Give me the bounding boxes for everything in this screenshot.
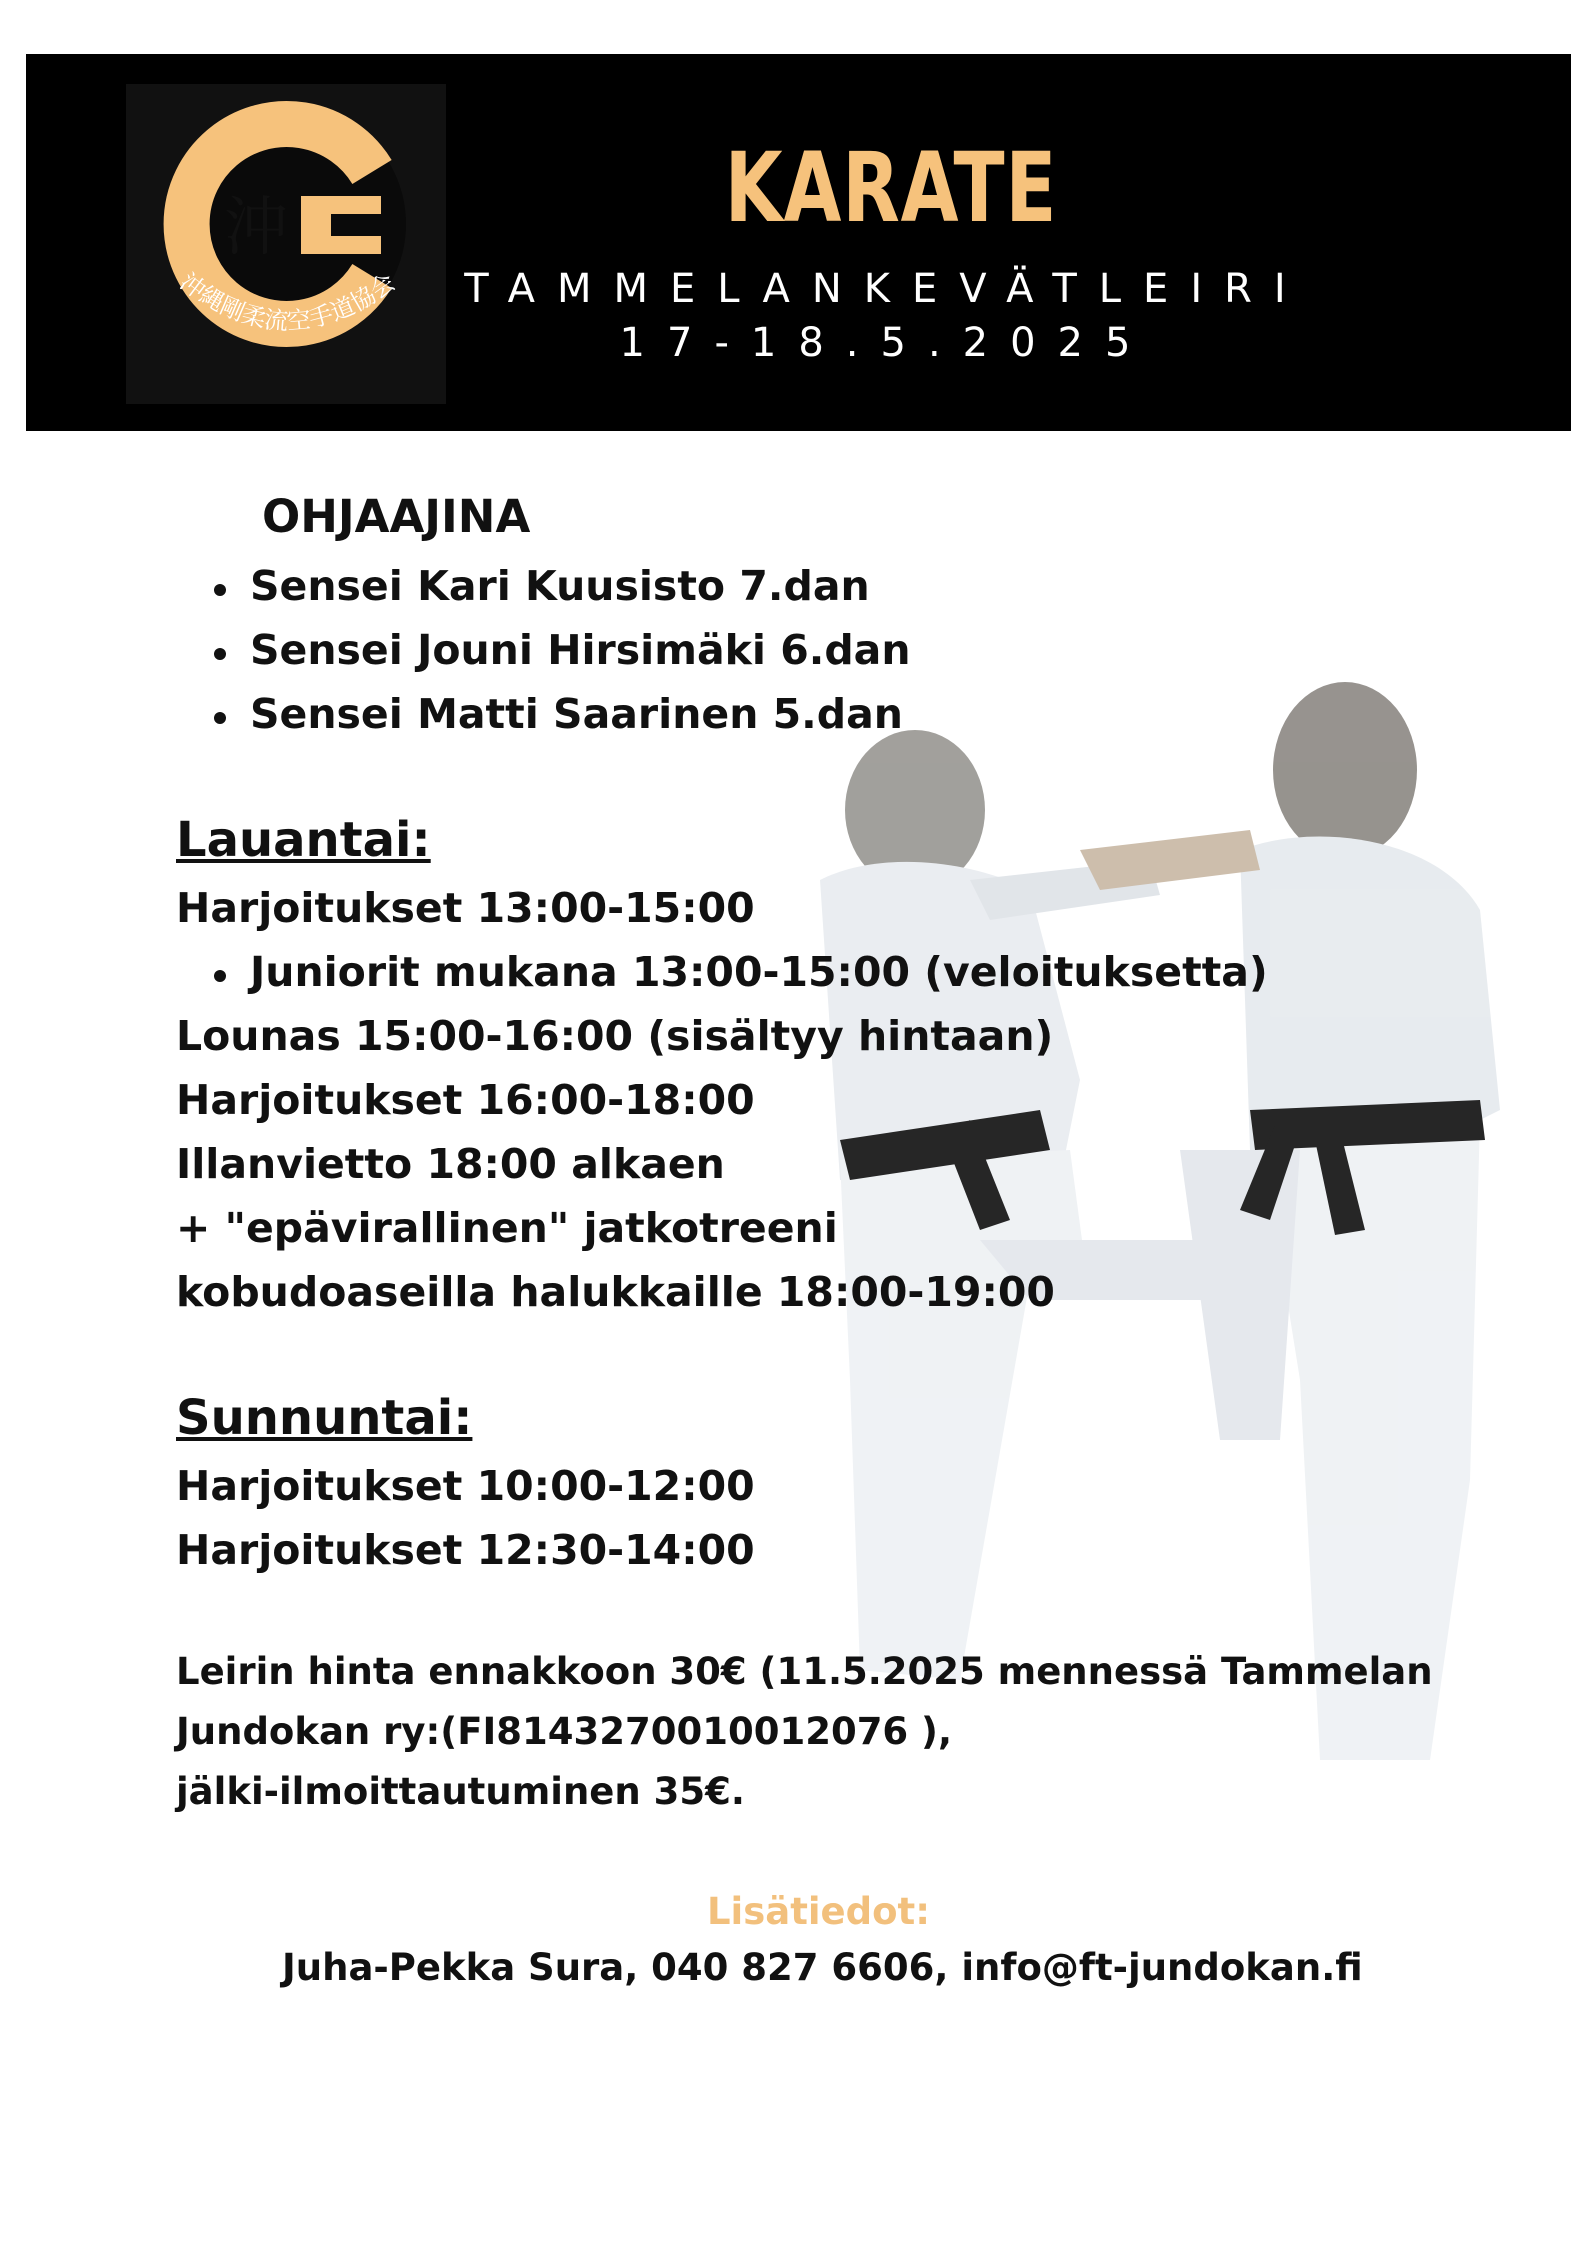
instructor-item: Sensei Jouni Hirsimäki 6.dan bbox=[250, 626, 911, 674]
sunday-heading: Sunnuntai: bbox=[176, 1390, 473, 1446]
saturday-heading: Lauantai: bbox=[176, 812, 431, 868]
price-line: jälki-ilmoittautuminen 35€. bbox=[176, 1770, 745, 1813]
sunday-line: Harjoitukset 10:00-12:00 bbox=[176, 1462, 755, 1510]
page-title: KARATE bbox=[724, 132, 1058, 244]
saturday-line: Harjoitukset 16:00-18:00 bbox=[176, 1076, 755, 1124]
header-banner bbox=[26, 54, 1571, 431]
saturday-line: Harjoitukset 13:00-15:00 bbox=[176, 884, 755, 932]
instructor-item: Sensei Kari Kuusisto 7.dan bbox=[250, 562, 870, 610]
sunday-line: Harjoitukset 12:30-14:00 bbox=[176, 1526, 755, 1574]
contact-title: Lisätiedot: bbox=[706, 1890, 931, 1933]
svg-text:沖: 沖 bbox=[224, 191, 288, 265]
saturday-line: kobudoaseilla halukkaille 18:00-19:00 bbox=[176, 1268, 1055, 1316]
saturday-bullet: Juniorit mukana 13:00-15:00 (veloituksetta) bbox=[250, 948, 1268, 996]
saturday-line: Illanvietto 18:00 alkaen bbox=[176, 1140, 725, 1188]
price-line: Leirin hinta ennakkoon 30€ (11.5.2025 mennessä Tammelan bbox=[176, 1650, 1433, 1693]
karate-fighters-image bbox=[780, 680, 1500, 1790]
camp-date: 17-18.5.2025 bbox=[619, 320, 1153, 366]
instructor-item: Sensei Matti Saarinen 5.dan bbox=[250, 690, 903, 738]
price-line: Jundokan ry:(FI8143270010012076 ), bbox=[176, 1710, 953, 1753]
camp-name: TAMMELANKEVÄTLEIRI bbox=[464, 266, 1308, 312]
contact-details: Juha-Pekka Sura, 040 827 6606, info@ft-jundokan.fi bbox=[282, 1946, 1363, 1989]
saturday-line: Lounas 15:00-16:00 (sisältyy hintaan) bbox=[176, 1012, 1054, 1060]
club-logo bbox=[126, 84, 446, 404]
instructors-heading: OHJAAJINA bbox=[262, 490, 531, 543]
saturday-line: + "epävirallinen" jatkotreeni bbox=[176, 1204, 838, 1252]
svg-text:沖縄剛柔流空手道協会: 沖縄剛柔流空手道協会 bbox=[174, 267, 401, 336]
